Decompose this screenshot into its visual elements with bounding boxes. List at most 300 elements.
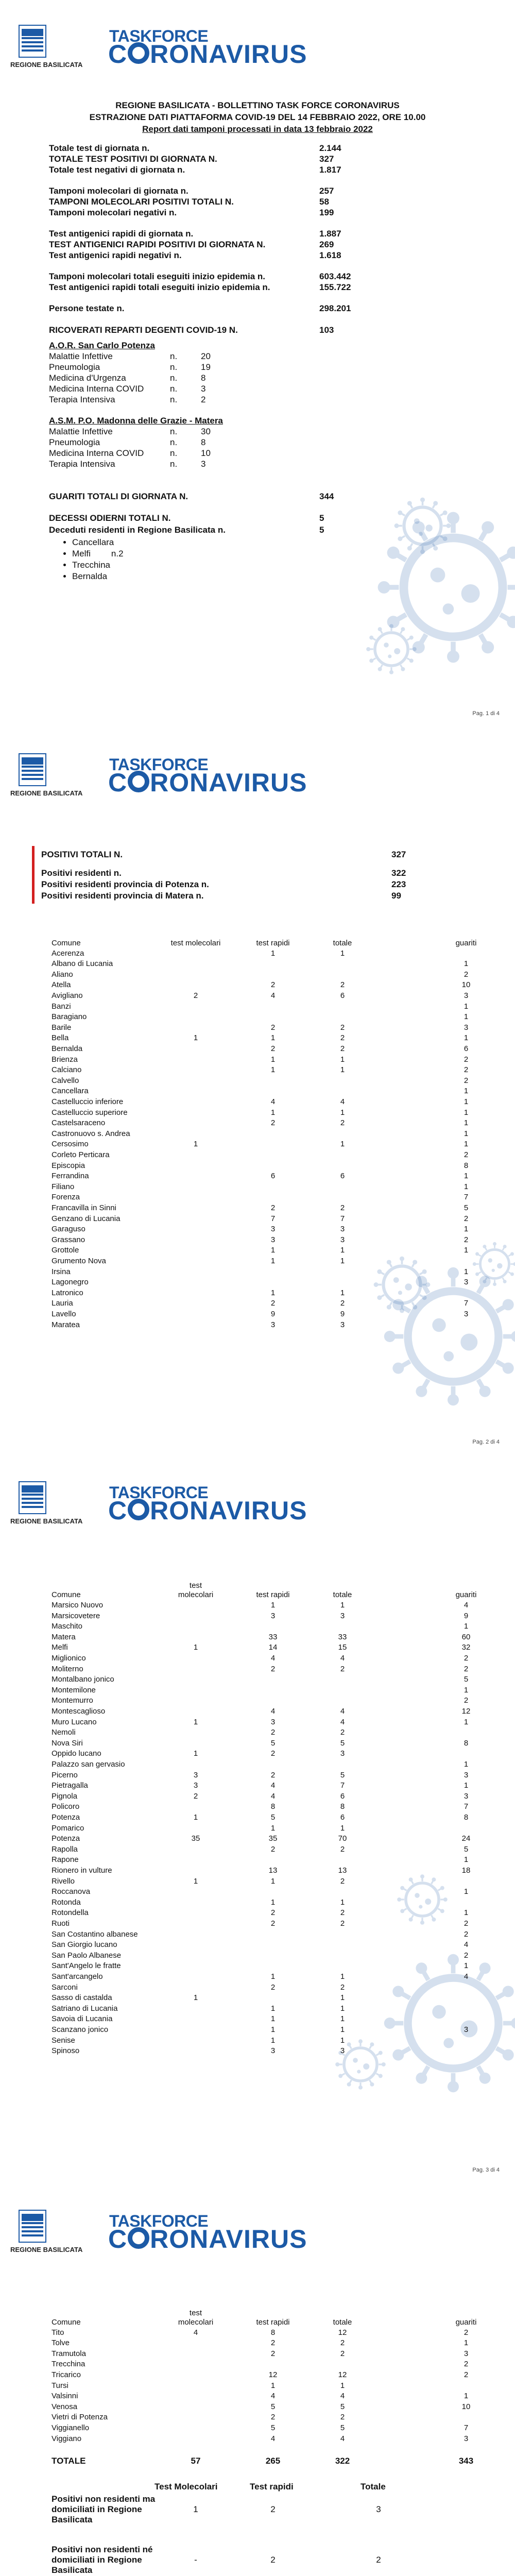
table-row-comune: Tramutola [52,2349,86,2358]
table-row-rapidi: 33 [268,1632,278,1641]
ward-label: Malattie Infettive [49,351,113,361]
deceduti-count: n.2 [111,549,124,558]
table-row-rapidi: 2 [270,1919,276,1928]
ward-label: Terapia Intensiva [49,395,115,404]
table-row-totale: 1 [340,2036,345,2045]
col-header: molecolari [178,2317,214,2327]
table-row-rapidi: 5 [270,1738,276,1748]
col-header: Comune [52,2317,81,2327]
table-row-guariti: 3 [464,1770,469,1780]
table-row-comune: Valsinni [52,2392,78,2401]
table-row-guariti: 2 [464,1654,469,1663]
table-row-molecolari: 1 [193,1140,198,1149]
table-row-comune: Sant'arcangelo [52,1972,103,1981]
table-row-comune: Potenza [52,1813,80,1822]
stat-label: Tamponi molecolari di giornata n. [49,186,188,196]
table-row-guariti: 2 [464,2370,469,2379]
table-row-rapidi: 8 [270,2328,276,2337]
table-row-totale: 3 [340,1235,345,1244]
table-row-totale: 2 [340,1876,345,1886]
table-row-guariti: 3 [464,2434,469,2443]
table-row-rapidi: 1 [270,2014,276,2024]
table-row-guariti: 3 [464,1791,469,1801]
bulletin-title: REGIONE BASILICATA - BOLLETTINO TASK FORCE CORONAVIRUS [115,100,400,110]
stat-value: 327 [319,154,334,164]
table-row-comune: Grottole [52,1246,79,1255]
total-totale: 322 [335,2456,350,2466]
coronavirus-wordmark [108,41,307,67]
table-row-comune: Nemoli [52,1728,76,1737]
table-row-rapidi: 2 [270,1664,276,1673]
stat-value: 58 [319,197,329,207]
table-row-totale: 12 [338,2370,347,2379]
stat-label: TEST ANTIGENICI RAPIDI POSITIVI DI GIORNATA N. [49,240,266,249]
table-row-comune: Castronuovo s. Andrea [52,1129,130,1138]
positivi-label: Positivi residenti provincia di Matera n. [41,890,204,901]
table-row-guariti: 1 [464,1961,469,1971]
comune-name: Melfi [72,549,91,558]
regione-logo [10,753,83,800]
table-row-guariti: 2 [464,1214,469,1223]
table-row-rapidi: 2 [270,2413,276,2422]
table-row-guariti: 10 [461,2402,471,2411]
table-row-rapidi: 3 [270,1225,276,1234]
table-row-rapidi: 1 [270,1972,276,1981]
table-row-comune: Venosa [52,2402,78,2411]
table-row-comune: Castelluccio superiore [52,1108,128,1117]
stat-value: 2.144 [319,143,341,153]
table-row-rapidi: 3 [270,1320,276,1329]
wordmark-letter: C [108,40,128,69]
table-row-totale: 1 [340,1065,345,1075]
table-row-rapidi: 1 [270,1823,276,1833]
stat-value: 155.722 [319,282,351,292]
table-row-rapidi: 4 [270,2434,276,2443]
table-row-totale: 2 [340,1982,345,1992]
table-row-comune: Picerno [52,1770,78,1780]
table-row-totale: 2 [340,1118,345,1128]
total-guariti: 343 [458,2456,474,2466]
table-row-guariti: 4 [464,1601,469,1609]
ward-label: Pneumologia [49,362,100,372]
hospital-name: A.O.R. San Carlo Potenza [49,341,155,350]
regione-label: REGIONE BASILICATA [10,1517,83,1525]
table-row-guariti: 2 [464,1055,469,1064]
table-row-comune: Acerenza [52,948,84,958]
stat-label: GUARITI TOTALI DI GIORNATA N. [49,492,188,501]
table-row-totale: 2 [340,1664,345,1673]
table-row-rapidi: 4 [270,991,276,1000]
table-row-comune: Brienza [52,1055,78,1064]
ward-label: Malattie Infettive [49,427,113,436]
table-row-comune: Policoro [52,1802,80,1811]
regione-label: REGIONE BASILICATA [10,61,83,69]
table-row-rapidi: 12 [268,2370,278,2379]
table-row-comune: Trecchina [52,2360,85,2369]
total-molecolari: 57 [191,2456,201,2466]
table-row-guariti: 1 [464,1033,469,1043]
stat-value: 199 [319,208,334,217]
col-header: Totale [360,2482,386,2492]
ward-value: 8 [201,437,206,447]
table-row-totale: 1 [340,2025,345,2034]
table-row-guariti: 1 [464,1225,469,1234]
stat-label: RICOVERATI REPARTI DEGENTI COVID-19 N. [49,325,238,335]
table-row-guariti: 1 [464,1108,469,1117]
table-row-molecolari: 2 [193,991,198,1000]
table-row-guariti: 5 [464,1844,469,1854]
table-row-comune: Montescaglioso [52,1707,106,1716]
virus-o-icon [128,771,149,792]
table-row-comune: Satriano di Lucania [52,2004,118,2013]
ward-value: 8 [201,373,206,383]
stat-label: TOTALE TEST POSITIVI DI GIORNATA N. [49,154,217,164]
table-row-totale: 1 [340,2004,345,2013]
col-header: test rapidi [256,2317,290,2327]
table-row-guariti: 3 [464,991,469,1000]
table-row-comune: Irsina [52,1267,71,1276]
table-row-molecolari: 3 [193,1781,198,1790]
table-row-rapidi: 2 [270,2338,276,2348]
table-row-rapidi: 1 [270,1246,276,1255]
coronavirus-wordmark [108,1498,307,1523]
table-row-molecolari: 3 [193,1770,198,1780]
table-row-rapidi: 1 [270,1288,276,1297]
table-row-rapidi: 3 [270,1611,276,1620]
table-row-guariti: 1 [464,1140,469,1149]
stat-value: 103 [319,325,334,335]
table-row-comune: Roccanova [52,1887,91,1896]
table-row-rapidi: 1 [270,1033,276,1043]
col-header: guariti [455,1590,477,1599]
stat-value: 603.442 [319,272,351,281]
table-row-rapidi: 14 [268,1643,278,1652]
table-row-guariti: 8 [464,1813,469,1822]
table-row-comune: Pietragalla [52,1781,88,1790]
ward-label: Medicina Interna COVID [49,448,144,458]
table-row-rapidi: 3 [270,1235,276,1244]
table-row-totale: 33 [338,1632,347,1641]
table-row-rapidi: 2 [270,2349,276,2358]
table-row-comune: Pomarico [52,1823,84,1833]
table-row-totale: 2 [340,980,345,990]
table-row-guariti: 2 [464,1076,469,1085]
table-row-totale: 2 [340,1919,345,1928]
table-row-totale: 3 [340,1225,345,1234]
table-row-guariti: 3 [464,2025,469,2034]
table-row-guariti: 3 [464,1023,469,1032]
col-header: molecolari [178,1590,214,1599]
table-row-totale: 2 [340,1023,345,1032]
ward-label: Terapia Intensiva [49,459,115,469]
table-row-rapidi: 4 [270,1781,276,1790]
table-row-rapidi: 7 [270,1214,276,1223]
stat-value: 269 [319,240,334,249]
table-row-molecolari: 1 [193,1749,198,1758]
table-row-comune: Rotonda [52,1897,81,1907]
ward-n: n. [170,459,178,469]
table-row-totale: 3 [340,1611,345,1620]
wordmark-rest: RONAVIRUS [150,1496,307,1525]
table-row-guariti: 1 [464,2338,469,2348]
table-row-comune: Rapone [52,1855,79,1865]
table-row-rapidi: 2 [270,980,276,990]
table-row-comune: Rivello [52,1876,75,1886]
nonres-rapidi: 2 [270,2504,276,2515]
table-row-comune: Corleto Perticara [52,1150,110,1159]
stat-value: 5 [319,513,324,523]
table-row-rapidi: 1 [270,1256,276,1265]
positivi-value: 99 [391,890,401,901]
stat-label: Totale test negativi di giornata n. [49,165,185,175]
taskforce-wordmark: TASKFORCE [109,2211,209,2230]
col-header: test [189,1581,202,1590]
table-row-comune: Bella [52,1033,69,1043]
table-row-comune: Ferrandina [52,1172,89,1181]
wordmark-letter: C [108,1496,128,1525]
table-row-totale: 6 [340,1813,345,1822]
table-row-comune: Vietri di Potenza [52,2413,108,2422]
table-row-comune: Viggiano [52,2434,82,2443]
table-row-guariti: 7 [464,1193,469,1202]
table-row-guariti: 18 [461,1866,471,1875]
table-row-comune: Maratea [52,1320,80,1329]
table-row-comune: Grassano [52,1235,85,1244]
nonres-label: Basilicata [52,2565,93,2575]
wordmark-rest: RONAVIRUS [150,2224,307,2253]
table-row-comune: Rotondella [52,1908,89,1918]
stat-value: 257 [319,186,334,196]
table-row-totale: 2 [340,1203,345,1212]
table-row-guariti: 10 [461,980,471,990]
ward-n: n. [170,427,178,436]
table-row-totale: 2 [340,1728,345,1737]
table-row-comune: Albano di Lucania [52,959,113,969]
table-row-molecolari: 1 [193,1993,198,2003]
page-2 [0,728,515,1456]
col-header: test rapidi [256,938,290,947]
table-row-comune: Pignola [52,1791,78,1801]
virus-watermark-icon [380,1950,515,2097]
table-row-totale: 1 [340,1823,345,1833]
regione-logo [10,2210,83,2256]
table-row-totale: 1 [340,1993,345,2003]
table-row-guariti: 4 [464,1940,469,1950]
col-header: Comune [52,938,81,947]
bulletin-subtitle: ESTRAZIONE DATI PIATTAFORMA COVID-19 DEL 14 FEBBRAIO 2022, ORE 10.00 [89,112,426,122]
table-row-molecolari: 1 [193,1643,198,1652]
table-row-totale: 3 [340,1749,345,1758]
ward-value: 2 [201,395,206,404]
regione-label: REGIONE BASILICATA [10,789,83,797]
virus-watermark-icon [396,1873,449,1926]
table-row-comune: Potenza [52,1834,80,1843]
table-row-rapidi: 8 [270,1802,276,1811]
table-row-guariti: 3 [464,1309,469,1318]
table-row-totale: 1 [340,1108,345,1117]
table-row-guariti: 2 [464,2360,469,2369]
table-row-rapidi: 4 [270,2392,276,2401]
table-row-comune: Montemilone [52,1685,96,1694]
table-row-guariti: 2 [464,1664,469,1673]
table-row-rapidi: 3 [270,2046,276,2056]
col-header: totale [333,2317,352,2327]
table-row-totale: 7 [340,1214,345,1223]
positivi-value: 327 [391,849,406,859]
table-row-rapidi: 4 [270,1097,276,1106]
regione-logo [10,25,83,71]
table-row-totale: 9 [340,1309,345,1318]
regione-logo [10,1481,83,1528]
wordmark-rest: RONAVIRUS [150,768,307,797]
table-row-comune: San Paolo Albanese [52,1951,122,1960]
table-row-guariti: 1 [464,1246,469,1255]
nonres-rapidi: 2 [270,2555,276,2565]
table-row-comune: Cersosimo [52,1140,89,1149]
table-row-rapidi: 1 [270,1108,276,1117]
page-3 [0,1456,515,2184]
table-row-totale: 4 [340,2434,345,2443]
taskforce-wordmark: TASKFORCE [109,1483,209,1502]
wordmark-letter: C [108,768,128,797]
ward-value: 30 [201,427,211,436]
table-row-totale: 2 [340,1844,345,1854]
stat-label: Deceduti residenti in Regione Basilicata n. [49,525,226,535]
table-row-comune: Genzano di Lucania [52,1214,121,1223]
table-row-totale: 13 [338,1866,347,1875]
table-row-comune: Tursi [52,2381,68,2390]
table-row-rapidi: 4 [270,1707,276,1716]
positivi-label: POSITIVI TOTALI N. [41,849,123,859]
table-row-guariti: 60 [461,1632,471,1641]
col-header: totale [333,1590,352,1599]
table-row-guariti: 2 [464,1065,469,1075]
table-row-comune: Lagonegro [52,1278,89,1287]
table-row-molecolari: 1 [193,1717,198,1726]
table-row-rapidi: 2 [270,1299,276,1308]
table-row-guariti: 1 [464,1012,469,1022]
deceduti-list [62,537,124,582]
table-row-comune: Tolve [52,2338,70,2348]
table-row-guariti: 8 [464,1161,469,1170]
coronavirus-wordmark [108,2226,307,2252]
table-row-guariti: 2 [464,1150,469,1159]
table-row-totale: 4 [340,2392,345,2401]
nonres-totale: 3 [376,2504,381,2515]
stat-value: 5 [319,525,324,535]
table-row-rapidi: 4 [270,1654,276,1663]
table-row-guariti: 1 [464,1002,469,1011]
table-row-rapidi: 2 [270,1749,276,1758]
table-row-guariti: 2 [464,1951,469,1960]
table-row-comune: Matera [52,1632,76,1641]
table-row-guariti: 1 [464,1760,469,1769]
total-rapidi: 265 [265,2456,281,2466]
positivi-value: 223 [391,879,406,889]
ward-value: 3 [201,384,206,394]
table-row-comune: Marsico Nuovo [52,1601,104,1609]
list-item [72,560,124,571]
table-row-guariti: 1 [464,1129,469,1138]
table-row-guariti: 4 [464,1972,469,1981]
col-header: test [189,2308,202,2317]
table-row-comune: Castelluccio inferiore [52,1097,124,1106]
table-row-comune: Senise [52,2036,75,2045]
table-row-guariti: 1 [464,1172,469,1181]
table-row-rapidi: 1 [270,1065,276,1075]
table-row-guariti: 1 [464,1622,469,1631]
table-row-guariti: 2 [464,1919,469,1928]
table-row-guariti: 7 [464,2423,469,2432]
table-row-comune: San Costantino albanese [52,1929,138,1939]
table-row-guariti: 6 [464,1044,469,1053]
table-row-comune: Nova Siri [52,1738,83,1748]
report-date: Report dati tamponi processati in data 13 febbraio 2022 [142,124,373,134]
table-row-comune: Moliterno [52,1664,83,1673]
table-row-comune: Calvello [52,1076,79,1085]
table-row-totale: 6 [340,991,345,1000]
ward-n: n. [170,373,178,383]
table-row-comune: Ruoti [52,1919,70,1928]
table-row-guariti: 1 [464,1087,469,1096]
table-row-totale: 3 [340,1320,345,1329]
table-row-molecolari: 1 [193,1813,198,1822]
nonres-molecolari: 1 [193,2504,198,2515]
table-row-guariti: 2 [464,1235,469,1244]
table-row-guariti: 12 [461,1707,471,1716]
table-row-molecolari: 35 [191,1834,200,1843]
table-row-totale: 1 [340,1256,345,1265]
table-row-comune: Montemurro [52,1696,93,1705]
table-row-rapidi: 9 [270,1309,276,1318]
table-row-rapidi: 1 [270,1601,276,1609]
table-row-totale: 15 [338,1643,347,1652]
taskforce-wordmark: TASKFORCE [109,755,209,774]
regione-shield-icon [19,753,46,786]
table-row-guariti: 32 [461,1643,471,1652]
table-row-comune: Bernalda [52,1044,83,1053]
table-row-totale: 12 [338,2328,347,2337]
page-number: Pag. 3 di 4 [472,2167,500,2173]
total-label: TOTALE [52,2456,86,2466]
table-row-comune: Garaguso [52,1225,85,1234]
table-row-rapidi: 2 [270,1044,276,1053]
table-row-guariti: 3 [464,1278,469,1287]
comune-name: Trecchina [72,560,111,570]
ward-n: n. [170,384,178,394]
table-row-guariti: 5 [464,1203,469,1212]
table-row-guariti: 1 [464,1855,469,1865]
list-item [72,548,124,560]
table-row-guariti: 7 [464,1299,469,1308]
table-row-comune: Aliano [52,970,73,979]
table-row-totale: 4 [340,1654,345,1663]
table-row-guariti: 1 [464,2392,469,2401]
table-row-comune: Montalbano jonico [52,1675,114,1684]
stat-label: Test antigenici rapidi totali eseguiti inizio epidemia n. [49,282,270,292]
table-row-comune: Sarconi [52,1982,78,1992]
ward-value: 3 [201,459,206,469]
table-row-comune: Viggianello [52,2423,90,2432]
comune-name: Bernalda [72,571,108,581]
table-row-totale: 70 [338,1834,347,1843]
col-header: guariti [455,938,477,947]
table-row-rapidi: 2 [270,1908,276,1918]
table-row-guariti: 2 [464,2328,469,2337]
table-row-guariti: 9 [464,1611,469,1620]
table-row-rapidi: 2 [270,1982,276,1992]
table-row-guariti: 1 [464,1267,469,1276]
